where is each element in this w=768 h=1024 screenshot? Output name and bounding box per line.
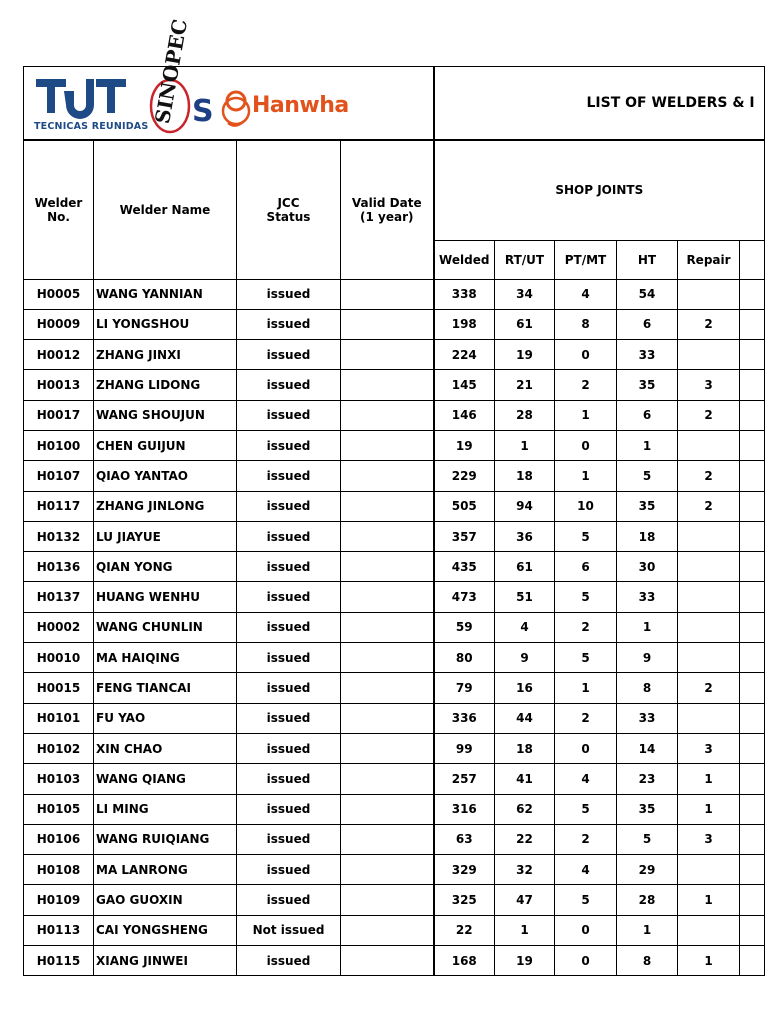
welder-no-cell: H0109 [24, 885, 94, 915]
valid-date-line1: Valid Date [351, 195, 422, 210]
pt-mt-cell: 2 [555, 824, 617, 854]
extra-cell [740, 673, 765, 703]
pt-mt-cell: 5 [555, 794, 617, 824]
welder-no-cell: H0108 [24, 855, 94, 885]
repair-cell [678, 612, 740, 642]
repair-cell [678, 279, 740, 309]
ht-cell: 30 [617, 552, 678, 582]
col-header-welder-name: Welder Name [94, 140, 237, 279]
welder-name-cell: LI YONGSHOU [94, 309, 237, 339]
ht-cell: 8 [617, 673, 678, 703]
repair-cell: 2 [678, 673, 740, 703]
welded-cell: 325 [434, 885, 495, 915]
hanwha-text: Hanwha [252, 93, 349, 118]
valid-date-cell [341, 340, 434, 370]
welder-name-cell: MA HAIQING [94, 643, 237, 673]
table-row [24, 552, 765, 582]
repair-cell [678, 855, 740, 885]
welded-cell: 19 [434, 430, 495, 460]
table-row [24, 430, 765, 460]
pt-mt-cell: 5 [555, 885, 617, 915]
repair-cell: 3 [678, 824, 740, 854]
extra-cell [740, 946, 765, 976]
jcc-status-cell: issued [237, 279, 341, 309]
col-header-jcc-status [237, 140, 341, 279]
jcc-status-cell: issued [237, 673, 341, 703]
welded-cell: 316 [434, 794, 495, 824]
svg-text:SINOPEC: SINOPEC [150, 17, 193, 126]
welded-cell: 168 [434, 946, 495, 976]
jcc-status-cell: issued [237, 521, 341, 551]
welder-name-cell: WANG RUIQIANG [94, 824, 237, 854]
pt-mt-cell: 5 [555, 643, 617, 673]
ht-cell: 23 [617, 764, 678, 794]
welded-cell: 59 [434, 612, 495, 642]
welded-cell: 336 [434, 703, 495, 733]
welder-no-cell: H0105 [24, 794, 94, 824]
welder-name-cell: MA LANRONG [94, 855, 237, 885]
extra-cell [740, 552, 765, 582]
extra-cell [740, 340, 765, 370]
jcc-status-cell: issued [237, 885, 341, 915]
repair-cell [678, 521, 740, 551]
ht-cell: 35 [617, 794, 678, 824]
welder-no-cell: H0100 [24, 430, 94, 460]
extra-cell [740, 309, 765, 339]
welder-rows [24, 279, 765, 976]
repair-cell [678, 582, 740, 612]
welder-name-cell: QIAO YANTAO [94, 461, 237, 491]
rt-ut-cell: 61 [495, 552, 555, 582]
welder-name-cell: QIAN YONG [94, 552, 237, 582]
ht-cell: 54 [617, 279, 678, 309]
repair-cell [678, 915, 740, 945]
repair-cell: 2 [678, 400, 740, 430]
welded-cell: 22 [434, 915, 495, 945]
col-header-shop-joints: SHOP JOINTS [434, 140, 765, 240]
pt-mt-cell: 2 [555, 370, 617, 400]
welded-cell: 329 [434, 855, 495, 885]
extra-cell [740, 461, 765, 491]
jcc-status-cell: issued [237, 491, 341, 521]
repair-cell: 1 [678, 764, 740, 794]
extra-cell [740, 430, 765, 460]
pt-mt-cell: 2 [555, 703, 617, 733]
col-header-repair: Repair [678, 240, 740, 279]
table-row [24, 612, 765, 642]
ht-cell: 1 [617, 915, 678, 945]
rt-ut-cell: 44 [495, 703, 555, 733]
welded-cell: 79 [434, 673, 495, 703]
ht-cell: 9 [617, 643, 678, 673]
jcc-status-cell: issued [237, 461, 341, 491]
jcc-status-cell: issued [237, 824, 341, 854]
pt-mt-cell: 10 [555, 491, 617, 521]
welder-name-cell: XIN CHAO [94, 733, 237, 763]
welder-no-cell: H0012 [24, 340, 94, 370]
logo-strip [30, 17, 430, 135]
rt-ut-cell: 61 [495, 309, 555, 339]
welder-name-cell: WANG QIANG [94, 764, 237, 794]
ht-cell: 1 [617, 430, 678, 460]
welder-no-cell: H0101 [24, 703, 94, 733]
sinopec-logo-icon [148, 17, 193, 135]
ht-cell: 28 [617, 885, 678, 915]
valid-date-cell [341, 279, 434, 309]
extra-cell [740, 491, 765, 521]
ht-cell: 8 [617, 946, 678, 976]
pt-mt-cell: 1 [555, 461, 617, 491]
table-row [24, 824, 765, 854]
extra-cell [740, 764, 765, 794]
col-header-pt-mt: PT/MT [555, 240, 617, 279]
rt-ut-cell: 94 [495, 491, 555, 521]
welded-cell: 80 [434, 643, 495, 673]
welded-cell: 435 [434, 552, 495, 582]
jcc-status-cell: issued [237, 703, 341, 733]
repair-cell [678, 340, 740, 370]
welded-cell: 338 [434, 279, 495, 309]
welded-cell: 224 [434, 340, 495, 370]
extra-cell [740, 733, 765, 763]
welded-cell: 357 [434, 521, 495, 551]
repair-cell: 2 [678, 461, 740, 491]
valid-date-cell [341, 643, 434, 673]
repair-cell [678, 643, 740, 673]
tecnicas-reunidas-logo-icon [34, 75, 130, 121]
welder-name-cell: WANG SHOUJUN [94, 400, 237, 430]
welder-no-cell: H0009 [24, 309, 94, 339]
table-row [24, 370, 765, 400]
table-row [24, 340, 765, 370]
rt-ut-cell: 1 [495, 430, 555, 460]
table-row [24, 946, 765, 976]
col-header-ht: HT [617, 240, 678, 279]
extra-cell [740, 824, 765, 854]
valid-date-cell [341, 582, 434, 612]
jcc-status-cell: issued [237, 370, 341, 400]
jcc-status-cell: issued [237, 733, 341, 763]
valid-date-cell [341, 430, 434, 460]
jcc-status-cell: issued [237, 946, 341, 976]
pt-mt-cell: 4 [555, 279, 617, 309]
extra-cell [740, 612, 765, 642]
rt-ut-cell: 32 [495, 855, 555, 885]
extra-cell [740, 855, 765, 885]
welder-no-cell: H0005 [24, 279, 94, 309]
rt-ut-cell: 21 [495, 370, 555, 400]
welded-cell: 229 [434, 461, 495, 491]
hanwha-logo-icon [192, 83, 254, 129]
valid-date-line2: (1 year) [360, 209, 414, 224]
col-header-extra [740, 240, 765, 279]
jcc-status-cell: issued [237, 430, 341, 460]
welder-no-cell: H0106 [24, 824, 94, 854]
valid-date-cell [341, 461, 434, 491]
welder-no-cell: H0115 [24, 946, 94, 976]
pt-mt-cell: 5 [555, 582, 617, 612]
welder-name-cell: LU JIAYUE [94, 521, 237, 551]
ht-cell: 6 [617, 400, 678, 430]
repair-cell: 1 [678, 885, 740, 915]
extra-cell [740, 885, 765, 915]
welded-cell: 146 [434, 400, 495, 430]
extra-cell [740, 582, 765, 612]
ht-cell: 33 [617, 582, 678, 612]
valid-date-cell [341, 400, 434, 430]
pt-mt-cell: 1 [555, 673, 617, 703]
welded-cell: 473 [434, 582, 495, 612]
welder-name-cell: WANG YANNIAN [94, 279, 237, 309]
table-row [24, 582, 765, 612]
rt-ut-cell: 22 [495, 824, 555, 854]
table-row [24, 794, 765, 824]
welder-table [23, 17, 765, 976]
welder-no-cell: H0102 [24, 733, 94, 763]
pt-mt-cell: 5 [555, 521, 617, 551]
welded-cell: 145 [434, 370, 495, 400]
extra-cell [740, 703, 765, 733]
welder-name-cell: HUANG WENHU [94, 582, 237, 612]
welder-name-cell: CAI YONGSHENG [94, 915, 237, 945]
rt-ut-cell: 41 [495, 764, 555, 794]
valid-date-cell [341, 915, 434, 945]
rt-ut-cell: 16 [495, 673, 555, 703]
welder-list-sheet [23, 17, 755, 968]
jcc-status-cell: issued [237, 794, 341, 824]
ht-cell: 33 [617, 340, 678, 370]
tecnicas-reunidas-text: TECNICAS REUNIDAS [34, 121, 149, 132]
welder-no-cell: H0103 [24, 764, 94, 794]
repair-cell: 2 [678, 491, 740, 521]
repair-cell: 2 [678, 309, 740, 339]
jcc-status-cell: issued [237, 400, 341, 430]
valid-date-cell [341, 855, 434, 885]
welder-name-cell: ZHANG JINXI [94, 340, 237, 370]
jcc-status-cell: Not issued [237, 915, 341, 945]
welder-name-cell: WANG CHUNLIN [94, 612, 237, 642]
table-row [24, 915, 765, 945]
rt-ut-cell: 18 [495, 733, 555, 763]
welded-cell: 257 [434, 764, 495, 794]
svg-text:S: S [192, 94, 214, 129]
extra-cell [740, 521, 765, 551]
valid-date-cell [341, 370, 434, 400]
table-row [24, 733, 765, 763]
welder-name-cell: GAO GUOXIN [94, 885, 237, 915]
welder-name-cell: ZHANG JINLONG [94, 491, 237, 521]
welder-name-cell: LI MING [94, 794, 237, 824]
jcc-status-cell: issued [237, 340, 341, 370]
rt-ut-cell: 9 [495, 643, 555, 673]
repair-cell [678, 430, 740, 460]
pt-mt-cell: 6 [555, 552, 617, 582]
table-row [24, 673, 765, 703]
welder-no-cell: H0015 [24, 673, 94, 703]
table-row [24, 400, 765, 430]
jcc-status-line2: Status [266, 209, 311, 224]
repair-cell [678, 703, 740, 733]
table-row [24, 521, 765, 551]
pt-mt-cell: 0 [555, 946, 617, 976]
col-header-welder-no: Welder No. [24, 140, 94, 279]
table-row [24, 279, 765, 309]
ht-cell: 6 [617, 309, 678, 339]
table-row [24, 491, 765, 521]
valid-date-cell [341, 764, 434, 794]
jcc-status-cell: issued [237, 552, 341, 582]
rt-ut-cell: 4 [495, 612, 555, 642]
ht-cell: 35 [617, 491, 678, 521]
pt-mt-cell: 0 [555, 430, 617, 460]
pt-mt-cell: 0 [555, 915, 617, 945]
rt-ut-cell: 51 [495, 582, 555, 612]
pt-mt-cell: 4 [555, 764, 617, 794]
rt-ut-cell: 18 [495, 461, 555, 491]
pt-mt-cell: 0 [555, 733, 617, 763]
extra-cell [740, 370, 765, 400]
valid-date-cell [341, 491, 434, 521]
ht-cell: 14 [617, 733, 678, 763]
welder-name-cell: CHEN GUIJUN [94, 430, 237, 460]
welder-no-cell: H0002 [24, 612, 94, 642]
extra-cell [740, 279, 765, 309]
pt-mt-cell: 2 [555, 612, 617, 642]
welder-name-cell: ZHANG LIDONG [94, 370, 237, 400]
page-title: LIST OF WELDERS & I [434, 67, 765, 141]
jcc-status-line1: JCC [277, 195, 300, 210]
repair-cell: 3 [678, 733, 740, 763]
welder-no-cell: H0136 [24, 552, 94, 582]
ht-cell: 18 [617, 521, 678, 551]
valid-date-cell [341, 824, 434, 854]
pt-mt-cell: 4 [555, 855, 617, 885]
rt-ut-cell: 1 [495, 915, 555, 945]
welder-no-cell: H0132 [24, 521, 94, 551]
col-header-rt-ut: RT/UT [495, 240, 555, 279]
table-row [24, 703, 765, 733]
rt-ut-cell: 19 [495, 340, 555, 370]
valid-date-cell [341, 521, 434, 551]
table-row [24, 643, 765, 673]
rt-ut-cell: 28 [495, 400, 555, 430]
jcc-status-cell: issued [237, 612, 341, 642]
jcc-status-cell: issued [237, 309, 341, 339]
ht-cell: 33 [617, 703, 678, 733]
extra-cell [740, 794, 765, 824]
ht-cell: 35 [617, 370, 678, 400]
extra-cell [740, 915, 765, 945]
extra-cell [740, 643, 765, 673]
table-row [24, 461, 765, 491]
table-row [24, 309, 765, 339]
welder-name-cell: XIANG JINWEI [94, 946, 237, 976]
valid-date-cell [341, 612, 434, 642]
valid-date-cell [341, 733, 434, 763]
welded-cell: 63 [434, 824, 495, 854]
welder-no-cell: H0017 [24, 400, 94, 430]
pt-mt-cell: 0 [555, 340, 617, 370]
valid-date-cell [341, 309, 434, 339]
welder-no-cell: H0117 [24, 491, 94, 521]
col-header-welded: Welded [434, 240, 495, 279]
valid-date-cell [341, 673, 434, 703]
jcc-status-cell: issued [237, 582, 341, 612]
valid-date-cell [341, 703, 434, 733]
repair-cell [678, 552, 740, 582]
welder-name-cell: FENG TIANCAI [94, 673, 237, 703]
welder-name-cell: FU YAO [94, 703, 237, 733]
ht-cell: 5 [617, 461, 678, 491]
jcc-status-cell: issued [237, 764, 341, 794]
valid-date-cell [341, 946, 434, 976]
rt-ut-cell: 19 [495, 946, 555, 976]
welder-no-cell: H0137 [24, 582, 94, 612]
jcc-status-cell: issued [237, 643, 341, 673]
table-row [24, 855, 765, 885]
valid-date-cell [341, 552, 434, 582]
valid-date-cell [341, 794, 434, 824]
pt-mt-cell: 8 [555, 309, 617, 339]
rt-ut-cell: 62 [495, 794, 555, 824]
repair-cell: 3 [678, 370, 740, 400]
repair-cell: 1 [678, 946, 740, 976]
repair-cell: 1 [678, 794, 740, 824]
col-header-valid-date [341, 140, 434, 279]
welder-no-cell: H0010 [24, 643, 94, 673]
ht-cell: 29 [617, 855, 678, 885]
welder-no-cell: H0107 [24, 461, 94, 491]
rt-ut-cell: 47 [495, 885, 555, 915]
jcc-status-cell: issued [237, 855, 341, 885]
rt-ut-cell: 36 [495, 521, 555, 551]
ht-cell: 1 [617, 612, 678, 642]
ht-cell: 5 [617, 824, 678, 854]
welder-no-cell: H0013 [24, 370, 94, 400]
welded-cell: 198 [434, 309, 495, 339]
rt-ut-cell: 34 [495, 279, 555, 309]
table-row [24, 764, 765, 794]
welded-cell: 505 [434, 491, 495, 521]
extra-cell [740, 400, 765, 430]
table-row [24, 885, 765, 915]
welded-cell: 99 [434, 733, 495, 763]
pt-mt-cell: 1 [555, 400, 617, 430]
logo-cell [24, 17, 434, 141]
valid-date-cell [341, 885, 434, 915]
welder-no-cell: H0113 [24, 915, 94, 945]
